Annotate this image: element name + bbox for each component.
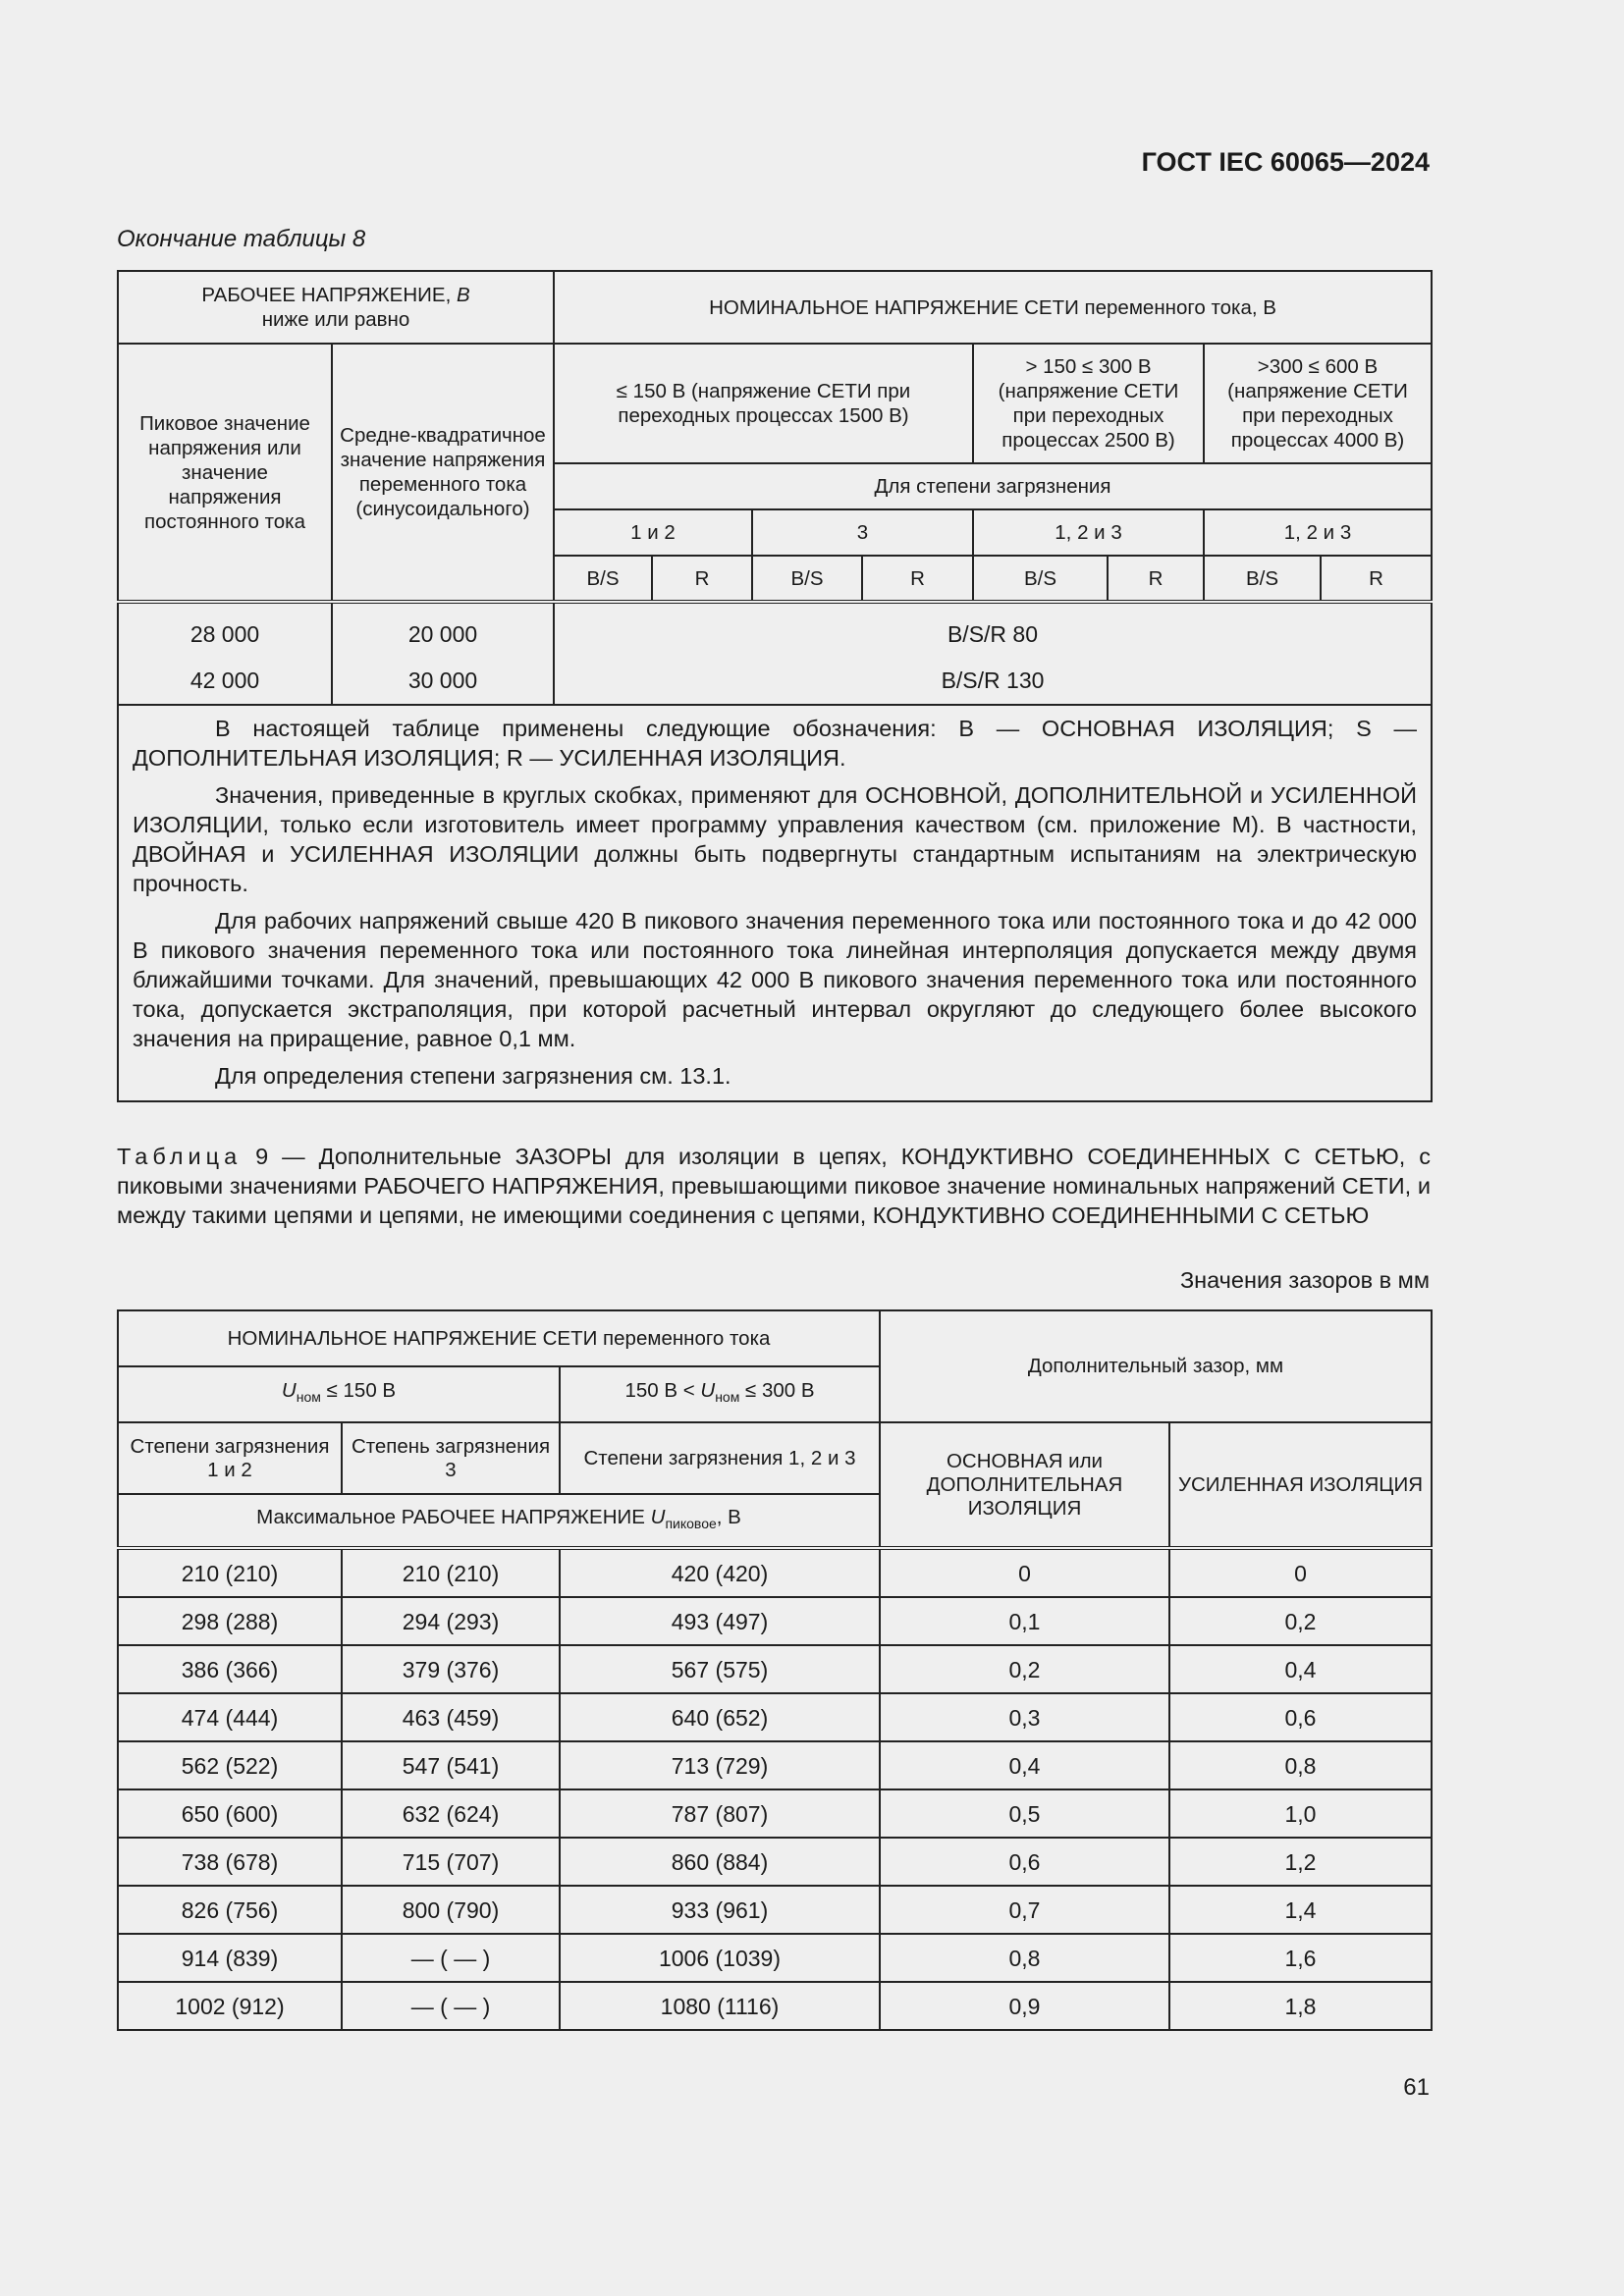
note-paragraph: В настоящей таблице применены следующие обозначения: B — ОСНОВНАЯ ИЗОЛЯЦИЯ; S — ДОПОЛНИТЕЛЬНАЯ ИЗОЛЯЦИЯ; R — УСИЛЕННАЯ ИЗОЛЯЦИЯ. (133, 716, 1417, 771)
pollution-3-value: 294 (293) (342, 1597, 560, 1645)
pollution-3-value: 715 (707) (342, 1838, 560, 1886)
rms-value: 30 000 (332, 658, 554, 705)
table-notes (118, 705, 1432, 1101)
table-row (118, 602, 1432, 658)
reinforced-clearance-value: 0,2 (1169, 1597, 1432, 1645)
reinforced-clearance-value: 0,6 (1169, 1693, 1432, 1741)
pollution-123-value: 493 (497) (560, 1597, 880, 1645)
peak-voltage-header: Пиковое значение напряжения или значение напряжения постоянного тока (118, 344, 332, 602)
page-number: 61 (1403, 2074, 1430, 2101)
pollution-123-value: 1006 (1039) (560, 1934, 880, 1982)
basic-clearance-value: 0,2 (880, 1645, 1169, 1693)
pollution-12-value: 738 (678) (118, 1838, 342, 1886)
table-row (118, 1934, 1432, 1982)
pollution-group: 1 и 2 (554, 509, 752, 556)
range-150-header: $U_{ном} \le 150$ В (118, 1366, 560, 1422)
pollution-123-value: 933 (961) (560, 1886, 880, 1934)
clearance-value: B/S/R 80 (554, 602, 1432, 658)
pollution-12-value: 562 (522) (118, 1741, 342, 1789)
basic-clearance-value: 0,6 (880, 1838, 1169, 1886)
basic-clearance-value: 0,7 (880, 1886, 1169, 1934)
basic-clearance-value: 0,4 (880, 1741, 1169, 1789)
pollution-group: 1, 2 и 3 (973, 509, 1204, 556)
pollution-12-value: 650 (600) (118, 1789, 342, 1838)
r-header: R (1321, 556, 1432, 602)
mains-voltage-header: НОМИНАЛЬНОЕ НАПРЯЖЕНИЕ СЕТИ переменного тока (118, 1310, 880, 1366)
bs-header: B/S (973, 556, 1108, 602)
reinforced-clearance-value: 0 (1169, 1548, 1432, 1597)
range-150-header: ≤ 150 В (напряжение СЕТИ при переходных процессах 1500 В) (554, 344, 973, 463)
table-9 (117, 1309, 1433, 2031)
pollution-12-value: 914 (839) (118, 1934, 342, 1982)
range-300-header: > 150 ≤ 300 В (напряжение СЕТИ при переходных процессах 2500 В) (973, 344, 1204, 463)
basic-clearance-value: 0,1 (880, 1597, 1169, 1645)
table9-body (118, 1548, 1432, 2030)
reinforced-clearance-value: 1,4 (1169, 1886, 1432, 1934)
basic-insulation-header: ОСНОВНАЯ или ДОПОЛНИТЕЛЬНАЯ ИЗОЛЯЦИЯ (880, 1422, 1169, 1548)
table-row (118, 1693, 1432, 1741)
basic-clearance-value: 0,8 (880, 1934, 1169, 1982)
table9-title: Таблица 9 — Дополнительные ЗАЗОРЫ для изоляции в цепях, КОНДУКТИВНО СОЕДИНЕННЫХ С СЕТЬЮ, с пиковыми значениями РАБОЧЕГО НАПРЯЖЕНИЯ, превышающими пиковое значение номинальных напряжений СЕТИ, и между такими цепями и цепями, не имеющими соединения с цепями, КОНДУКТИВНО СОЕДИНЕННЫМИ С СЕТЬЮ (117, 1144, 1431, 1228)
note-paragraph: Для рабочих напряжений свыше 420 В пикового значения переменного тока или постоянного тока и до 42 000 В пикового значения переменного тока или постоянного тока линейная интерполяция допускается между двумя ближайшими точками. Для значений, превышающих 42 000 В пикового значения переменного тока или постоянного тока, допускается экстраполяция, при которой расчетный интервал округляют до следующего более высокого значения на приращение, равное 0,1 мм. (133, 908, 1417, 1051)
basic-clearance-value: 0 (880, 1548, 1169, 1597)
bs-header: B/S (752, 556, 862, 602)
additional-clearance-header: Дополнительный зазор, мм (880, 1310, 1432, 1422)
pollution-123-value: 713 (729) (560, 1741, 880, 1789)
pollution-3-value: — ( — ) (342, 1982, 560, 2030)
note-paragraph: Для определения степени загрязнения см. 13.1. (215, 1063, 731, 1089)
basic-clearance-value: 0,9 (880, 1982, 1169, 2030)
units-note: Значения зазоров в мм (1179, 1267, 1430, 1293)
pollution-degree-header: Для степени загрязнения (554, 463, 1432, 509)
pollution-123-value: 640 (652) (560, 1693, 880, 1741)
reinforced-clearance-value: 1,0 (1169, 1789, 1432, 1838)
mains-voltage-header: НОМИНАЛЬНОЕ НАПРЯЖЕНИЕ СЕТИ переменного тока, В (554, 271, 1432, 344)
bs-header: B/S (554, 556, 652, 602)
working-voltage-header: РАБОЧЕЕ НАПРЯЖЕНИЕ, В ниже или равно (118, 271, 554, 344)
pollution-3-value: 547 (541) (342, 1741, 560, 1789)
table-row (118, 1886, 1432, 1934)
reinforced-clearance-value: 1,8 (1169, 1982, 1432, 2030)
table-8 (117, 270, 1433, 1102)
pollution-3-value: 800 (790) (342, 1886, 560, 1934)
pollution-12-value: 826 (756) (118, 1886, 342, 1934)
bs-header: B/S (1204, 556, 1321, 602)
pollution-123-value: 420 (420) (560, 1548, 880, 1597)
pollution-12-value: 474 (444) (118, 1693, 342, 1741)
pollution-12-header: Степени загрязнения 1 и 2 (118, 1422, 342, 1494)
range-600-header: >300 ≤ 600 В (напряжение СЕТИ при переходных процессах 4000 В) (1204, 344, 1432, 463)
table-row (118, 1982, 1432, 2030)
r-header: R (652, 556, 752, 602)
table-row (118, 1645, 1432, 1693)
pollution-123-value: 787 (807) (560, 1789, 880, 1838)
table-row (118, 1838, 1432, 1886)
peak-value: 42 000 (118, 658, 332, 705)
pollution-12-value: 298 (288) (118, 1597, 342, 1645)
reinforced-clearance-value: 1,2 (1169, 1838, 1432, 1886)
table-row (118, 1597, 1432, 1645)
max-working-voltage-header: Максимальное РАБОЧЕЕ НАПРЯЖЕНИЕ $U_{пиковое}$, В (118, 1494, 880, 1548)
table-row (118, 1548, 1432, 1597)
basic-clearance-value: 0,5 (880, 1789, 1169, 1838)
table-row (118, 1789, 1432, 1838)
pollution-123-value: 1080 (1116) (560, 1982, 880, 2030)
rms-value: 20 000 (332, 602, 554, 658)
reinforced-insulation-header: УСИЛЕННАЯ ИЗОЛЯЦИЯ (1169, 1422, 1432, 1548)
pollution-group: 1, 2 и 3 (1204, 509, 1432, 556)
r-header: R (862, 556, 973, 602)
table-row (118, 1741, 1432, 1789)
peak-value: 28 000 (118, 602, 332, 658)
pollution-3-value: 210 (210) (342, 1548, 560, 1597)
rms-voltage-header: Средне-квадратичное значение напряжения переменного тока (синусоидального) (332, 344, 554, 602)
pollution-123-header: Степени загрязнения 1, 2 и 3 (560, 1422, 880, 1494)
pollution-3-value: 632 (624) (342, 1789, 560, 1838)
pollution-123-value: 567 (575) (560, 1645, 880, 1693)
table8-caption: Окончание таблицы 8 (117, 226, 366, 252)
pollution-3-value: 463 (459) (342, 1693, 560, 1741)
reinforced-clearance-value: 1,6 (1169, 1934, 1432, 1982)
reinforced-clearance-value: 0,4 (1169, 1645, 1432, 1693)
pollution-123-value: 860 (884) (560, 1838, 880, 1886)
range-300-header: 150 $В < U_{ном} \le 300$ В (560, 1366, 880, 1422)
reinforced-clearance-value: 0,8 (1169, 1741, 1432, 1789)
pollution-3-value: — ( — ) (342, 1934, 560, 1982)
note-paragraph: Значения, приведенные в круглых скобках, применяют для ОСНОВНОЙ, ДОПОЛНИТЕЛЬНОЙ и УСИЛЕННОЙ ИЗОЛЯЦИИ, только если изготовитель имеет программу управления качеством (см. приложение M). В частности, ДВОЙНАЯ и УСИЛЕННАЯ ИЗОЛЯЦИИ должны быть подвергнуты стандартным испытаниям на электрическую прочность. (133, 782, 1417, 896)
pollution-12-value: 386 (366) (118, 1645, 342, 1693)
basic-clearance-value: 0,3 (880, 1693, 1169, 1741)
pollution-3-value: 379 (376) (342, 1645, 560, 1693)
pollution-group: 3 (752, 509, 973, 556)
table-row (118, 658, 1432, 705)
r-header: R (1108, 556, 1204, 602)
pollution-3-header: Степень загрязнения 3 (342, 1422, 560, 1494)
document-id: ГОСТ IEC 60065—2024 (1141, 147, 1430, 177)
pollution-12-value: 1002 (912) (118, 1982, 342, 2030)
clearance-value: B/S/R 130 (554, 658, 1432, 705)
pollution-12-value: 210 (210) (118, 1548, 342, 1597)
